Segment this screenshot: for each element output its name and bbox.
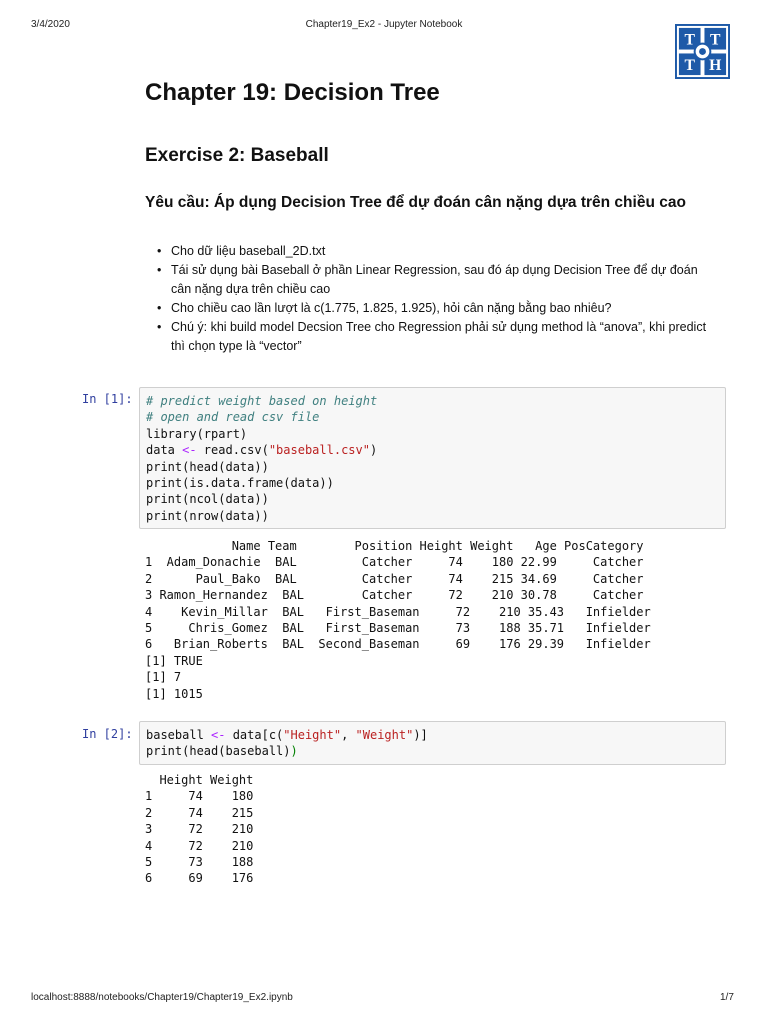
output-table-row: 2 74 215 <box>145 805 254 820</box>
code-line: print(nrow(data)) <box>146 508 269 523</box>
requirement-heading: Yêu cầu: Áp dụng Decision Tree để dự đoán cân nặng dựa trên chiều cao <box>145 194 686 211</box>
code-cell-2[interactable] <box>139 721 726 765</box>
output-table-header: Name Team Position Height Weight Age PosCategory <box>145 539 644 553</box>
code-comment: # predict weight based on height <box>146 394 378 408</box>
output-table-row: 3 72 210 <box>145 822 254 837</box>
print-url: localhost:8888/notebooks/Chapter19/Chapter19_Ex2.ipynb <box>31 992 293 1003</box>
output-table-row: 2 Paul_Bako BAL Catcher 74 215 34.69 Catcher <box>145 571 644 586</box>
code-cell-1[interactable] <box>139 387 726 529</box>
page-number: 1/7 <box>720 992 734 1003</box>
output-line: [1] TRUE <box>145 653 203 668</box>
logo-letter-4: H <box>709 57 722 75</box>
output-table-row: 3 Ramon_Hernandez BAL Catcher 72 210 30.78 Catcher <box>145 588 644 603</box>
output-line: [1] 7 <box>145 670 182 685</box>
code-comment: # open and read csv file <box>146 410 320 425</box>
code-editor[interactable]: # predict weight based on height # open and read csv file library(rpart) data <- read.csv("baseball.csv") print(head(data)) print(is.data.frame(data)) print(ncol(data)) print(nrow(data)) <box>146 394 378 523</box>
output-table-row: 4 72 210 <box>145 838 254 853</box>
input-prompt: In [1]: <box>82 392 133 406</box>
output-table-header: Height Weight <box>145 773 254 787</box>
code-line: print(head(data)) <box>146 459 269 474</box>
logo-letter-3: T <box>684 57 695 75</box>
input-prompt: In [2]: <box>82 727 133 741</box>
output-table-row: 1 Adam_Donachie BAL Catcher 74 180 22.99 Catcher <box>145 555 644 570</box>
requirement-item: • Tái sử dụng bài Baseball ở phần Linear Regression, sau đó áp dụng Decision Tree để dự đoán cân nặng dựa trên chiều cao <box>152 261 712 299</box>
logo-letter-1: T <box>684 31 695 49</box>
output-table-row: 5 Chris_Gomez BAL First_Baseman 73 188 35.71 Infielder <box>145 621 651 636</box>
code-editor[interactable]: baseball <- data[c("Height", "Weight")] print(head(baseball)) <box>146 728 428 759</box>
output-table-row: 4 Kevin_Millar BAL First_Baseman 72 210 35.43 Infielder <box>145 604 651 619</box>
requirement-item: • Chú ý: khi build model Decsion Tree cho Regression phải sử dụng method là “anova”, khi predict thì chọn type là “vector” <box>152 318 712 356</box>
output-table-row: 1 74 180 <box>145 789 254 804</box>
requirement-item: • Cho chiều cao lần lượt là c(1.775, 1.825, 1.925), hỏi cân nặng bằng bao nhiêu? <box>152 299 712 318</box>
requirement-item: • Cho dữ liệu baseball_2D.txt <box>152 242 712 261</box>
notebook-title: Chapter 19: Decision Tree <box>145 79 440 106</box>
requirement-list <box>152 242 712 356</box>
output-table-row: 6 69 176 <box>145 871 254 886</box>
code-line: print(ncol(data)) <box>146 492 269 507</box>
code-line: print(is.data.frame(data)) <box>146 476 334 491</box>
logo-letter-2: T <box>710 31 721 49</box>
print-page-title: Chapter19_Ex2 - Jupyter Notebook <box>305 19 463 30</box>
ttth-logo <box>675 24 730 79</box>
output-line: [1] 1015 <box>145 686 203 701</box>
code-line: library(rpart) <box>146 426 248 441</box>
exercise-heading: Exercise 2: Baseball <box>145 145 329 166</box>
output-table-row: 5 73 188 <box>145 855 254 870</box>
cell-1-output <box>145 538 651 702</box>
print-date: 3/4/2020 <box>31 19 70 30</box>
cell-2-output <box>145 772 253 887</box>
output-table-row: 6 Brian_Roberts BAL Second_Baseman 69 176 29.39 Infielder <box>145 637 651 652</box>
